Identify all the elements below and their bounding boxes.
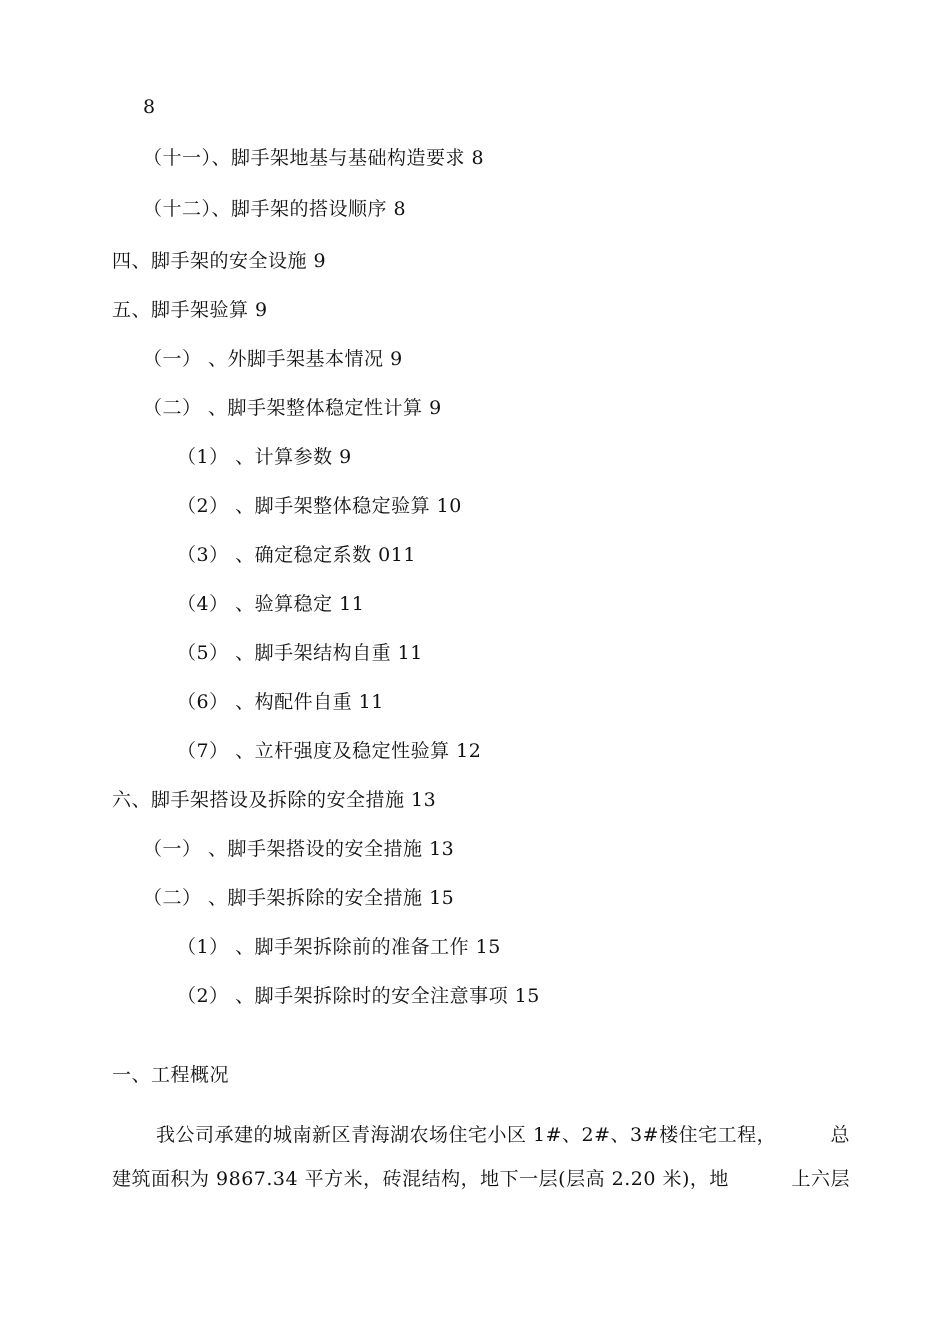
- section-heading: 一、工程概况: [112, 1064, 230, 1086]
- paragraph-line-2: [112, 1167, 850, 1191]
- toc-entry: （6） 、构配件自重 11: [177, 691, 384, 713]
- toc-entry: （5） 、脚手架结构自重 11: [177, 642, 423, 664]
- toc-entry: （一） 、脚手架搭设的安全措施 13: [143, 838, 455, 860]
- paragraph-line-2-text: 建筑面积为 9867.34 平方米，砖混结构，地下一层(层高 2.20 米)，地: [112, 1168, 729, 1190]
- toc-entry: （2） 、脚手架拆除时的安全注意事项 15: [177, 985, 540, 1007]
- toc-entry: （7） 、立杆强度及稳定性验算 12: [177, 740, 482, 762]
- toc-entry: （1） 、计算参数 9: [177, 446, 352, 468]
- toc-entry: （4） 、验算稳定 11: [177, 593, 365, 615]
- toc-entry: （十二）、脚手架的搭设顺序 8: [143, 198, 407, 220]
- toc-entry: 六、脚手架搭设及拆除的安全措施 13: [112, 789, 437, 811]
- toc-entry: （2） 、脚手架整体稳定验算 10: [177, 495, 462, 517]
- paragraph-line-1: [112, 1123, 850, 1147]
- toc-entry: （3） 、确定稳定系数 011: [177, 544, 416, 566]
- toc-entry: （1） 、脚手架拆除前的准备工作 15: [177, 936, 501, 958]
- toc-entry: 四、脚手架的安全设施 9: [112, 250, 327, 272]
- toc-entry: （十一）、脚手架地基与基础构造要求 8: [143, 147, 485, 169]
- toc-entry: （二） 、脚手架拆除的安全措施 15: [143, 887, 455, 909]
- toc-entry: 五、脚手架验算 9: [112, 299, 268, 321]
- toc-entry: （一） 、外脚手架基本情况 9: [143, 348, 403, 370]
- toc-entry: （二） 、脚手架整体稳定性计算 9: [143, 397, 442, 419]
- paragraph-line-1-end: 总: [830, 1124, 850, 1146]
- toc-entry: 8: [143, 96, 156, 118]
- paragraph-line-2-end: 上六层: [791, 1168, 850, 1190]
- paragraph-line-1-text: 我公司承建的城南新区青海湖农场住宅小区 1#、2#、3#楼住宅工程，: [156, 1124, 777, 1146]
